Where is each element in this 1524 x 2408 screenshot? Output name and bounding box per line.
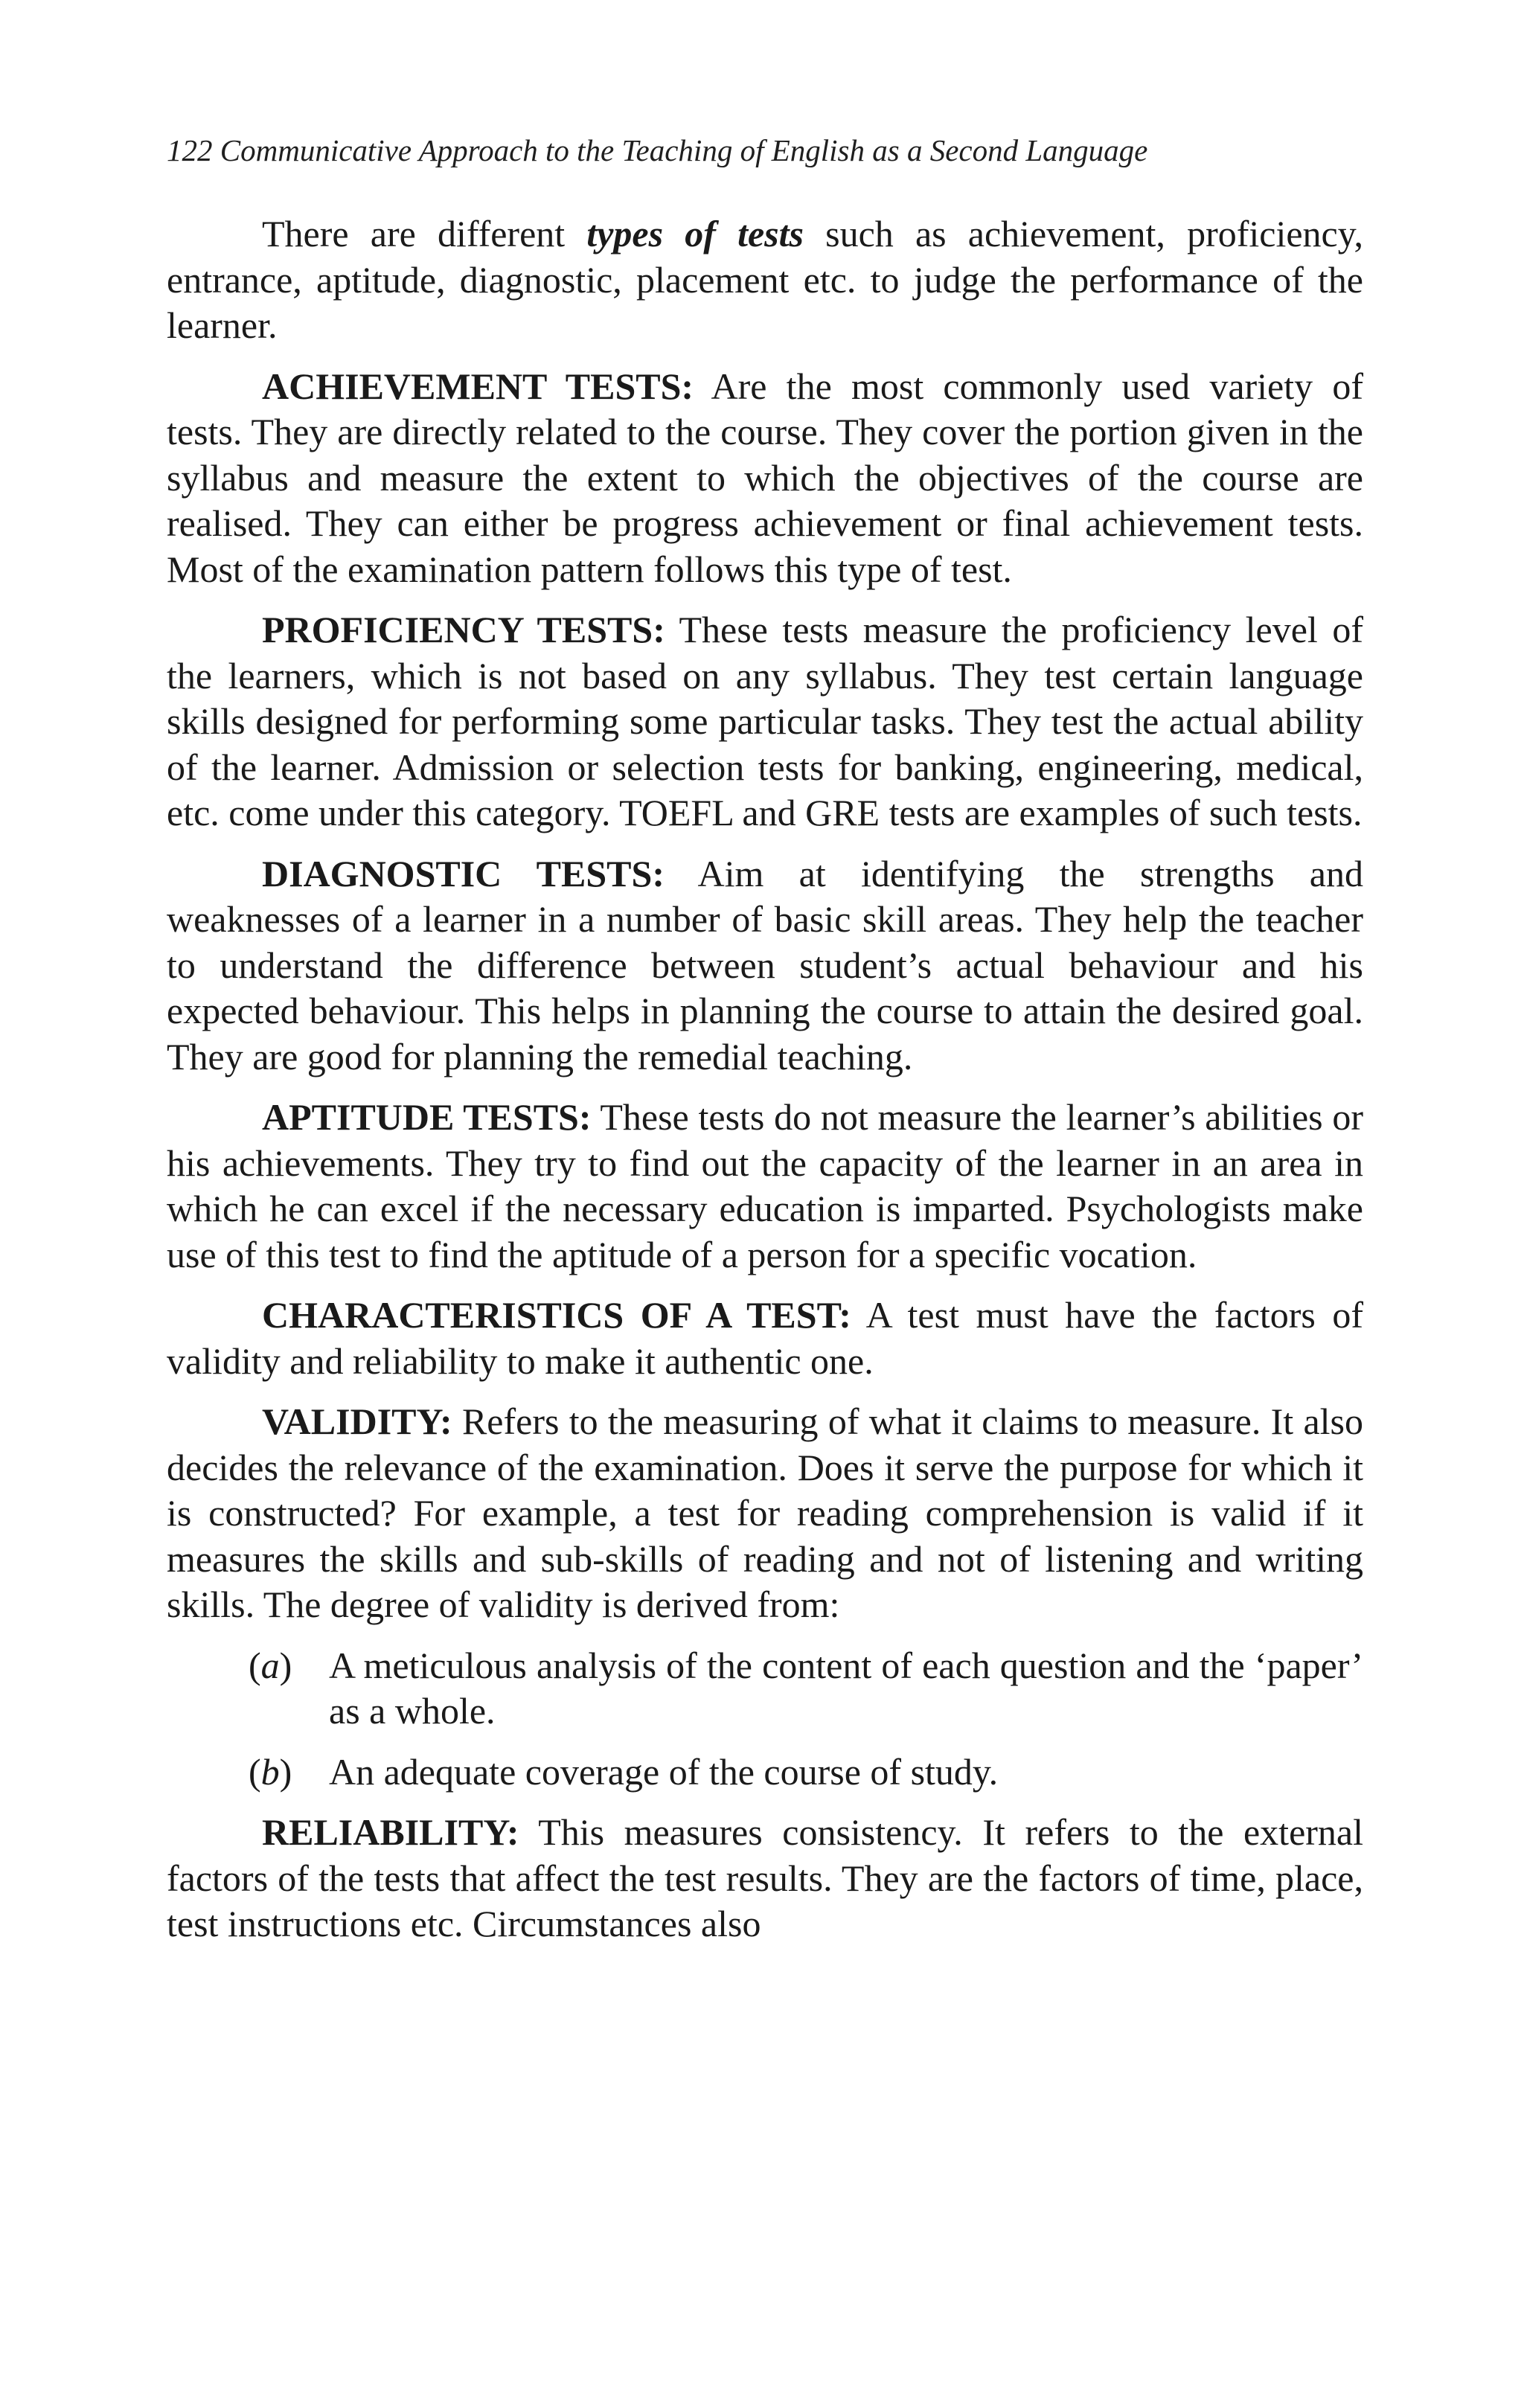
- list-item-text: An adequate coverage of the course of study.: [329, 1750, 999, 1793]
- validity-heading: VALIDITY:: [262, 1400, 452, 1442]
- types-of-tests-term: types of tests: [586, 213, 804, 254]
- validity-list-item: [167, 1643, 1363, 1735]
- list-marker-letter: b: [260, 1750, 280, 1793]
- page-number: 122: [167, 133, 213, 167]
- diagnostic-tests-text: Aim at identifying the strengths and weaknesses of a learner in a number of basic skill areas. They help the teacher to understand the difference between student’s actual behaviour and his expected behaviour. This helps in planning the course to attain the desired goal. They are good for planning the remedial teaching.: [167, 852, 1363, 1077]
- diagnostic-tests-heading: DIAGNOSTIC TESTS:: [262, 852, 665, 894]
- validity-list-item: [167, 1749, 1363, 1796]
- aptitude-tests-text: These tests do not measure the learner’s abilities or his achievements. They try to find out the capacity of the learner in an area in which he can excel if the necessary education is imparted. Psychologists make use of this test to find the aptitude of a person for a specific vocation.: [167, 1096, 1363, 1275]
- characteristics-heading: CHARACTERISTICS OF A TEST:: [262, 1294, 851, 1336]
- running-head: [167, 131, 1363, 170]
- aptitude-tests-heading: APTITUDE TESTS:: [262, 1096, 592, 1138]
- proficiency-tests-paragraph: [167, 607, 1363, 836]
- list-marker-letter: a: [260, 1644, 280, 1686]
- characteristics-paragraph: [167, 1293, 1363, 1384]
- reliability-text: This measures consistency. It refers to the external factors of the tests that affect the test results. They are the factors of time, place, test instructions etc. Circumstances also: [167, 1811, 1363, 1944]
- book-title: Communicative Approach to the Teaching of English as a Second Language: [220, 133, 1148, 167]
- characteristics-text: A test must have the factors of validity and reliability to make it authentic one.: [167, 1294, 1364, 1382]
- list-marker-close: ): [279, 1644, 292, 1686]
- validity-text: Refers to the measuring of what it claims to measure. It also decides the relevance of the examination. Does it serve the purpose for which it is constructed? For example, a test for reading comprehension is valid if it measures the skills and sub-skills of reading and not of listening and writing skills. The degree of validity is derived from:: [167, 1400, 1363, 1625]
- list-item-text: A meticulous analysis of the content of each question and the ‘paper’ as a whole.: [329, 1644, 1363, 1732]
- list-marker: [249, 1749, 292, 1796]
- achievement-tests-paragraph: [167, 364, 1363, 593]
- diagnostic-tests-paragraph: [167, 851, 1363, 1080]
- reliability-paragraph: [167, 1810, 1363, 1947]
- validity-paragraph: [167, 1399, 1363, 1628]
- proficiency-tests-heading: PROFICIENCY TESTS:: [262, 609, 665, 650]
- reliability-heading: RELIABILITY:: [262, 1811, 519, 1853]
- book-page: [167, 131, 1363, 1962]
- proficiency-tests-text: These tests measure the proficiency level of the learners, which is not based on any syllabus. They test certain language skills designed for performing some particular tasks. They test the actual ability of the learner. Admission or selection tests for banking, engineering, medical, etc. come under this category. TOEFL and GRE tests are examples of such tests.: [167, 609, 1363, 833]
- list-marker-close: ): [279, 1750, 292, 1793]
- list-marker-open: (: [249, 1644, 261, 1686]
- intro-text-start: There are different: [262, 213, 587, 254]
- intro-text-end: such as achievement, proficiency, entrance, aptitude, diagnostic, placement etc. to judge the performance of the learner.: [167, 213, 1364, 346]
- aptitude-tests-paragraph: [167, 1095, 1363, 1278]
- list-marker-open: (: [249, 1750, 261, 1793]
- list-marker: [249, 1643, 292, 1689]
- achievement-tests-text: Are the most commonly used variety of tests. They are directly related to the course. They cover the portion given in the syllabus and measure the extent to which the objectives of the course are realised. They can either be progress achievement or final achievement tests. Most of the examination pattern follows this type of test.: [167, 365, 1363, 590]
- intro-paragraph: [167, 211, 1363, 349]
- achievement-tests-heading: ACHIEVEMENT TESTS:: [262, 365, 694, 407]
